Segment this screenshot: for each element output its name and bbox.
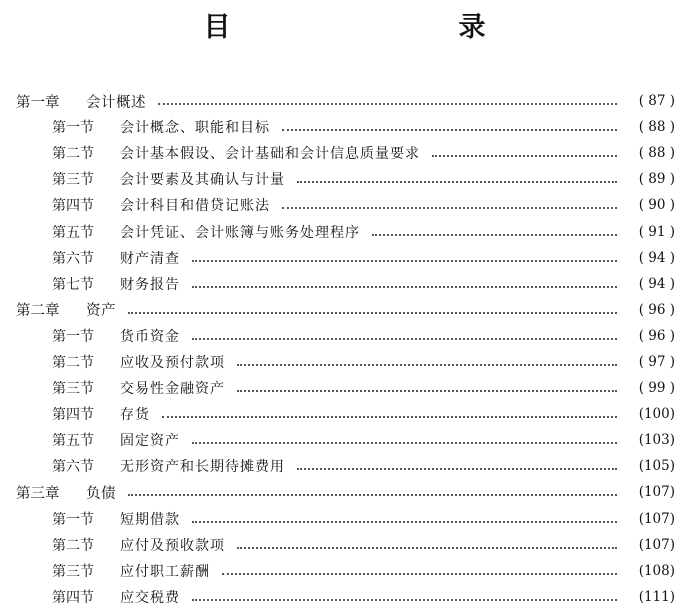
toc-section-row — [0, 349, 689, 375]
chapter-title: 资产 — [86, 303, 116, 320]
page-number: ( 87 ) — [638, 93, 675, 110]
toc-section-row — [0, 114, 689, 140]
page-number: (108) — [638, 562, 675, 579]
toc-section-row — [0, 532, 689, 558]
page-number: (103) — [638, 432, 675, 449]
page-number: ( 88 ) — [638, 119, 675, 136]
section-title: 会计凭证、会计账簿与账务处理程序 — [120, 224, 360, 241]
dot-leader — [282, 129, 617, 131]
section-title: 货币资金 — [120, 328, 180, 345]
toc-section-row — [0, 245, 689, 271]
toc-chapter-row — [0, 479, 689, 505]
dot-leader — [192, 338, 617, 340]
section-number: 第二节 — [52, 146, 94, 163]
dot-leader — [297, 468, 617, 470]
page-number: ( 96 ) — [638, 301, 675, 318]
dot-leader — [192, 442, 617, 444]
toc-section-row — [0, 323, 689, 349]
dot-leader — [192, 599, 617, 601]
section-title: 应付及预收款项 — [120, 537, 225, 554]
toc-section-row — [0, 558, 689, 584]
dot-leader — [432, 155, 617, 157]
toc-section-row — [0, 506, 689, 532]
chapter-title: 负债 — [86, 485, 116, 502]
page-number: (111) — [638, 588, 675, 605]
chapter-title: 会计概述 — [86, 94, 146, 111]
dot-leader — [282, 207, 617, 209]
page-number: ( 97 ) — [638, 353, 675, 370]
toc-section-row — [0, 375, 689, 401]
page-number: (100) — [638, 406, 675, 423]
section-title: 应付职工薪酬 — [120, 563, 210, 580]
section-number: 第五节 — [52, 433, 94, 450]
page-number: ( 91 ) — [638, 223, 675, 240]
section-number: 第六节 — [52, 459, 94, 476]
section-number: 第四节 — [52, 198, 94, 215]
section-number: 第四节 — [52, 589, 94, 606]
dot-leader — [237, 364, 617, 366]
section-number: 第二节 — [52, 537, 94, 554]
section-title: 财产清查 — [120, 250, 180, 267]
toc-section-row — [0, 584, 689, 610]
section-number: 第一节 — [52, 120, 94, 137]
section-number: 第三节 — [52, 172, 94, 189]
section-number: 第一节 — [52, 511, 94, 528]
page-number: ( 96 ) — [638, 327, 675, 344]
page-number: (107) — [638, 484, 675, 501]
dot-leader — [372, 234, 617, 236]
section-title: 会计要素及其确认与计量 — [120, 172, 285, 189]
page-number: (107) — [638, 536, 675, 553]
section-title: 短期借款 — [120, 511, 180, 528]
dot-leader — [128, 494, 617, 496]
section-title: 交易性金融资产 — [120, 381, 225, 398]
section-number: 第二节 — [52, 354, 94, 371]
toc-section-row — [0, 427, 689, 453]
page-number: (105) — [638, 458, 675, 475]
dot-leader — [237, 390, 617, 392]
section-title: 会计科目和借贷记账法 — [120, 198, 270, 215]
dot-leader — [222, 573, 617, 575]
section-number: 第五节 — [52, 224, 94, 241]
toc-section-row — [0, 192, 689, 218]
section-title: 会计基本假设、会计基础和会计信息质量要求 — [120, 146, 420, 163]
chapter-number: 第二章 — [16, 303, 60, 320]
page-title: 目 录 — [203, 12, 544, 43]
page-number: ( 99 ) — [638, 380, 675, 397]
section-title: 无形资产和长期待摊费用 — [120, 459, 285, 476]
toc-section-row — [0, 453, 689, 479]
chapter-number: 第三章 — [16, 485, 60, 502]
section-title: 财务报告 — [120, 276, 180, 293]
section-number: 第七节 — [52, 276, 94, 293]
section-title: 固定资产 — [120, 433, 180, 450]
section-number: 第四节 — [52, 407, 94, 424]
dot-leader — [192, 260, 617, 262]
section-number: 第一节 — [52, 328, 94, 345]
page-number: (107) — [638, 510, 675, 527]
toc-section-row — [0, 166, 689, 192]
toc-chapter-row — [0, 88, 689, 114]
dot-leader — [237, 547, 617, 549]
section-title: 应收及预付款项 — [120, 354, 225, 371]
section-number: 第三节 — [52, 381, 94, 398]
toc-section-row — [0, 271, 689, 297]
table-of-contents — [0, 88, 689, 610]
page-number: ( 89 ) — [638, 171, 675, 188]
page-number: ( 94 ) — [638, 249, 675, 266]
toc-section-row — [0, 401, 689, 427]
dot-leader — [192, 521, 617, 523]
section-number: 第六节 — [52, 250, 94, 267]
page-number: ( 94 ) — [638, 275, 675, 292]
section-title: 应交税费 — [120, 589, 180, 606]
dot-leader — [297, 181, 617, 183]
toc-section-row — [0, 140, 689, 166]
section-title: 会计概念、职能和目标 — [120, 120, 270, 137]
chapter-number: 第一章 — [16, 94, 60, 111]
page-number: ( 90 ) — [638, 197, 675, 214]
dot-leader — [128, 312, 617, 314]
dot-leader — [162, 416, 617, 418]
dot-leader — [192, 286, 617, 288]
section-number: 第三节 — [52, 563, 94, 580]
toc-section-row — [0, 218, 689, 244]
section-title: 存货 — [120, 407, 150, 424]
page-number: ( 88 ) — [638, 145, 675, 162]
toc-chapter-row — [0, 297, 689, 323]
dot-leader — [158, 103, 617, 105]
